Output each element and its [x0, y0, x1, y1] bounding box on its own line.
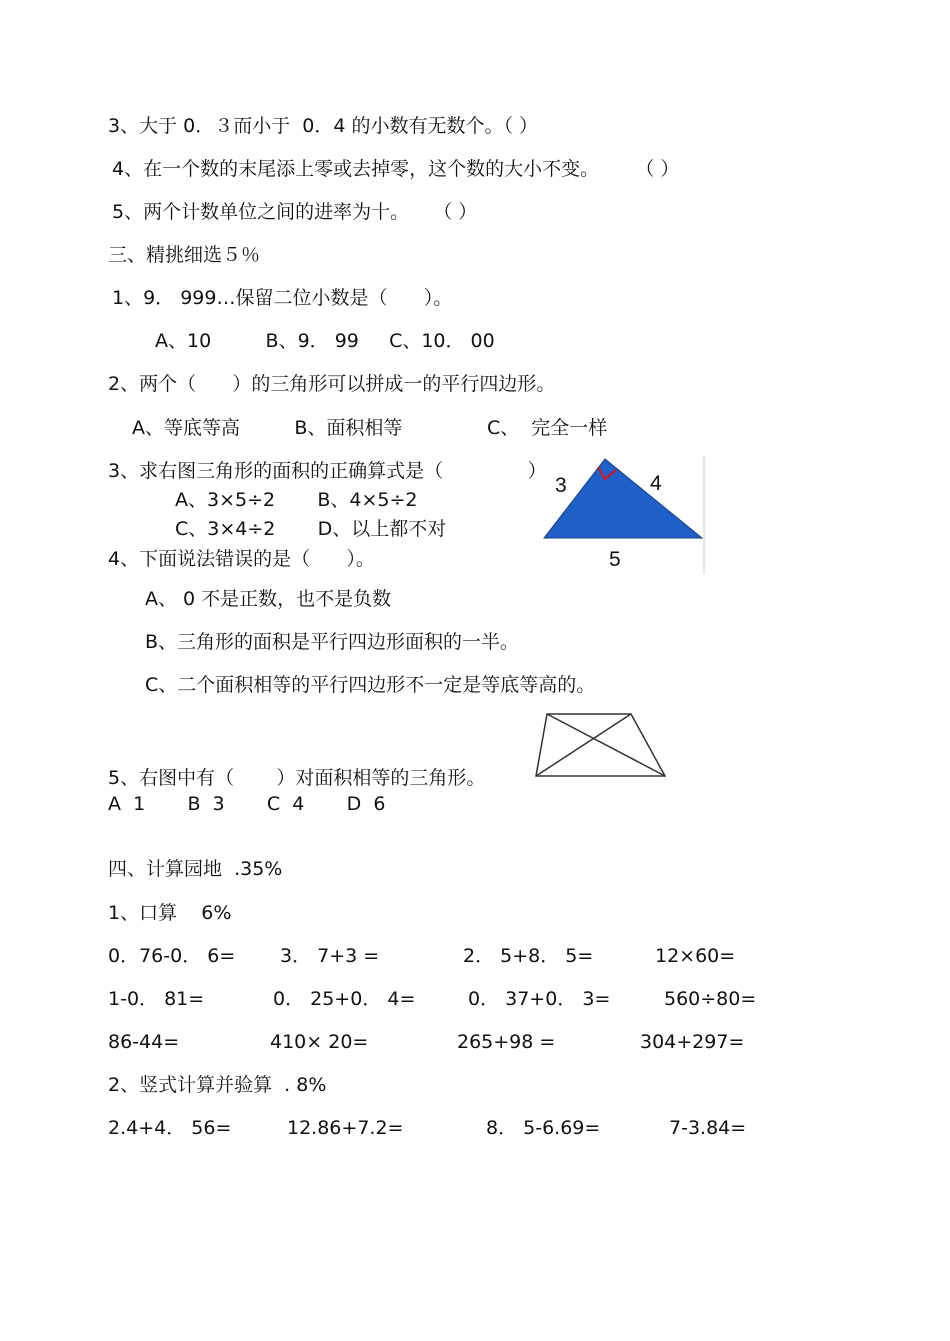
calc-row-2-item: 560÷80= — [664, 988, 757, 1010]
diagonal-2 — [536, 714, 631, 776]
triangle-side-right-label: 4 — [650, 472, 662, 495]
question-1-options: A、10 B、9． 99 C、10． 00 — [155, 330, 495, 352]
question-2: 2、两个（ ）的三角形可以拼成一的平行四边形。 — [108, 373, 556, 395]
calc-row-1-item: 3． 7+3 = — [280, 945, 380, 967]
tf-item-5: 5、两个计数单位之间的进率为十。 （ ） — [112, 201, 478, 223]
triangle-svg — [538, 452, 708, 577]
section-4-heading: 四、计算园地 .35% — [108, 858, 283, 880]
triangle-figure — [538, 452, 708, 577]
calc-row-3-item: 86-44= — [108, 1031, 180, 1053]
question-1: 1、9． 999…保留二位小数是（ ）。 — [112, 287, 453, 309]
question-4-option-a: A、 0 不是正数，也不是负数 — [145, 588, 392, 610]
blue-triangle — [544, 459, 702, 538]
subsection-2-heading: 2、竖式计算并验算 . 8% — [108, 1074, 327, 1096]
calc-row-2-item: 0． 37+0． 3= — [468, 988, 611, 1010]
question-3-options-cd: C、3×4÷2 D、以上都不对 — [175, 518, 447, 540]
calc-row-1-item: 12×60= — [655, 945, 736, 967]
question-4-option-b: B、三角形的面积是平行四边形面积的一半。 — [145, 631, 520, 653]
question-5: 5、右图中有（ ）对面积相等的三角形。 — [108, 767, 486, 789]
calc-row-1-item: 2． 5+8． 5= — [463, 945, 594, 967]
question-3: 3、求右图三角形的面积的正确算式是（ ） — [108, 460, 547, 482]
question-4: 4、下面说法错误的是（ ）。 — [108, 548, 375, 570]
tf-item-3: 3、大于 0．３而小于 0．4 的小数有无数个。（ ） — [108, 115, 539, 137]
triangle-side-left-label: 3 — [555, 474, 567, 497]
calc-row-4-item: 12.86+7.2= — [287, 1117, 404, 1139]
trapezoid-svg — [533, 710, 669, 780]
question-3-options-ab: A、3×5÷2 B、4×5÷2 — [175, 489, 418, 511]
calc-row-3-item: 304+297= — [640, 1031, 745, 1053]
subsection-1-heading: 1、口算 6% — [108, 902, 232, 924]
triangle-side-bottom-label: 5 — [609, 548, 621, 571]
calc-row-3-item: 265+98 = — [457, 1031, 556, 1053]
question-5-options: A 1 B 3 C 4 D 6 — [108, 793, 386, 815]
calc-row-4-item: 2.4+4． 56= — [108, 1117, 232, 1139]
calc-row-1-item: 0．76-0． 6= — [108, 945, 236, 967]
trapezoid-outline — [536, 714, 665, 776]
tf-item-4: 4、在一个数的末尾添上零或去掉零，这个数的大小不变。 （ ） — [112, 158, 680, 180]
question-2-options: A、等底等高 B、面积相等 C、 完全一样 — [132, 417, 608, 439]
calc-row-2-item: 1-0． 81= — [108, 988, 205, 1010]
calc-row-4-item: 7-3.84= — [669, 1117, 747, 1139]
question-4-option-c: C、二个面积相等的平行四边形不一定是等底等高的。 — [145, 674, 596, 696]
calc-row-4-item: 8． 5-6.69= — [486, 1117, 601, 1139]
calc-row-2-item: 0． 25+0． 4= — [273, 988, 416, 1010]
calc-row-3-item: 410× 20= — [270, 1031, 369, 1053]
trapezoid-figure — [533, 710, 669, 780]
section-3-heading: 三、精挑细选５％ — [108, 244, 261, 266]
